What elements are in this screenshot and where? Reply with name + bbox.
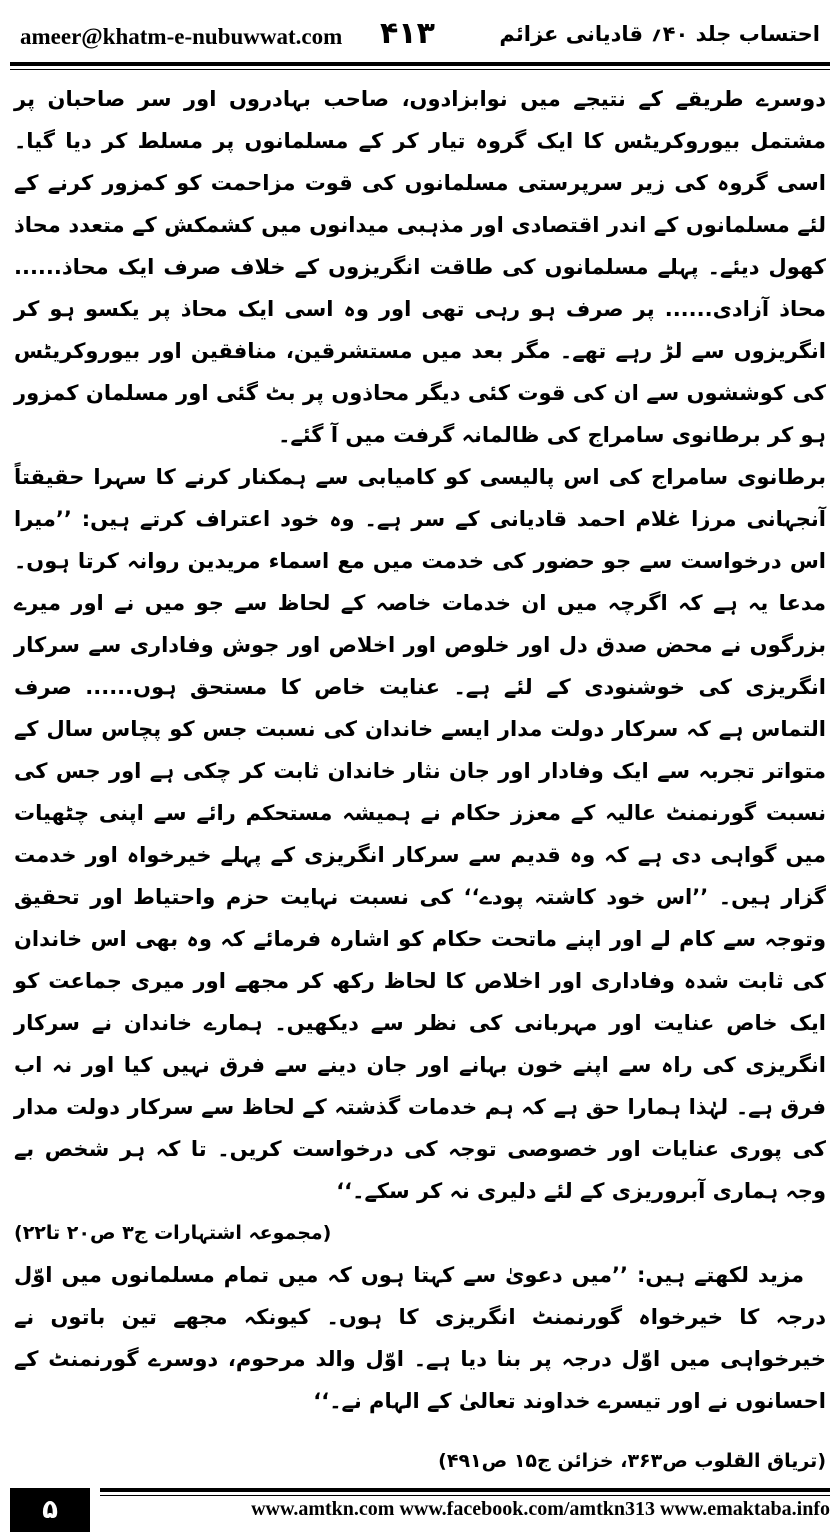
- page-footer: [10, 1488, 830, 1532]
- reference-2: (تریاق القلوب ص۳۶۳، خزائن ج۱۵ ص۴۹۱): [438, 1450, 826, 1472]
- book-title: احتساب جلد ۴۰؍ قادیانی عزائم: [499, 22, 820, 46]
- footer-urls: www.amtkn.com www.facebook.com/amtkn313 www.emaktaba.info: [251, 1498, 830, 1520]
- page-number: ۴۱۳: [380, 16, 435, 51]
- paragraph-3: مزید لکھتے ہیں: ’’میں دعویٰ سے کہتا ہوں کہ میں تمام مسلمانوں میں اوّل درجہ کا خیرخواہ گورنمنٹ انگریزی کا ہوں۔ کیونکہ مجھے تین باتوں نے خیرخواہی میں اوّل درجہ پر بنا دیا ہے۔ اوّل والد مرحوم، دوسرے گورنمنٹ کے احسانوں نے اور تیسرے خداوند تعالیٰ کے الہام نے۔‘‘: [14, 1263, 826, 1413]
- paragraph-2: برطانوی سامراج کی اس پالیسی کو کامیابی سے ہمکنار کرنے کا سہرا حقیقتاً آنجہانی مرزا غلام احمد قادیانی کے سر ہے۔ وہ خود اعتراف کرتے ہیں: ’’میرا اس درخواست سے جو حضور کی خدمت میں مع اسماء مریدین روانہ کرتا ہوں۔ مدعا یہ ہے کہ اگرچہ میں ان خدمات خاصہ کے لحاظ سے جو میں نے اور میرے بزرگوں نے محض صدق دل اور خلوص اور اخلاص اور جوش وفاداری سے سرکار انگریزی کی خوشنودی کے لئے ہے۔ عنایت خاص کا مستحق ہوں...... صرف التماس ہے کہ سرکار دولت مدار ایسے خاندان کی نسبت جس کو پچاس سال کے متواتر تجربہ سے ایک وفادار اور جان نثار خاندان ثابت کر چکی ہے اور جس کی نسبت گورنمنٹ عالیہ کے معزز حکام نے ہمیشہ مستحکم رائے سے اپنی چٹھیات میں گواہی دی ہے کہ وہ قدیم سے سرکار انگریزی کے پہلے خیرخواہ اور خدمت گزار ہیں۔ ’’اس خود کاشتہ پودے‘‘ کی نسبت نہایت حزم واحتیاط اور تحقیق وتوجہ سے کام لے اور اپنے ماتحت حکام کو اشارہ فرمائے کہ وہ بھی اس خاندان کی ثابت شدہ وفاداری اور اخلاص کا لحاظ رکھ کر مجھے اور میری جماعت کو ایک خاص عنایت اور مہربانی کی نظر سے دیکھیں۔ ہمارے خاندان نے سرکار انگریزی کی راہ سے اپنے خون بہانے اور جان دینے سے فرق نہیں کیا اور نہ اب فرق ہے۔ لہٰذا ہمارا حق ہے کہ ہم خدمات گذشتہ کے لحاظ سے سرکار دولت مدار کی پوری عنایات اور خصوصی توجہ کی درخواست کریں۔ تا کہ ہر شخص بے وجہ ہماری آبروریزی کے لئے دلیری نہ کر سکے۔‘‘: [14, 465, 826, 1203]
- header-email: ameer@khatm-e-nubuwwat.com: [20, 24, 343, 49]
- page-body: [14, 78, 826, 1482]
- header-divider: [10, 62, 830, 70]
- paragraph-1: دوسرے طریقے کے نتیجے میں نوابزادوں، صاحب بہادروں اور سر صاحبان پر مشتمل بیوروکریٹس کا ایک گروہ تیار کر کے مسلمانوں پر مسلط کر دیا گیا۔ اسی گروہ کی زیر سرپرستی مسلمانوں کی قوت مزاحمت کو کمزور کرنے کے لئے مسلمانوں کے اندر اقتصادی اور مذہبی میدانوں میں کشمکش کے متعدد محاذ کھول دیئے۔ پہلے مسلمانوں کی طاقت انگریزوں کے خلاف صرف ایک محاذ...... محاذ آزادی...... پر صرف ہو رہی تھی اور وہ اسی ایک محاذ پر یکسو ہو کر انگریزوں سے لڑ رہے تھے۔ مگر بعد میں مستشرقین، منافقین اور بیوروکریٹس کی کوششوں سے ان کی قوت کئی دیگر محاذوں پر بٹ گئی اور مسلمان کمزور ہو کر برطانوی سامراج کی ظالمانہ گرفت میں آ گئے۔: [14, 87, 826, 447]
- footer-divider: [100, 1488, 830, 1496]
- reference-1: (مجموعہ اشتہارات ج۳ ص۲۰ تا۲۲): [14, 1222, 332, 1244]
- page-header: [8, 12, 832, 60]
- footer-page-number: ۵: [10, 1488, 90, 1532]
